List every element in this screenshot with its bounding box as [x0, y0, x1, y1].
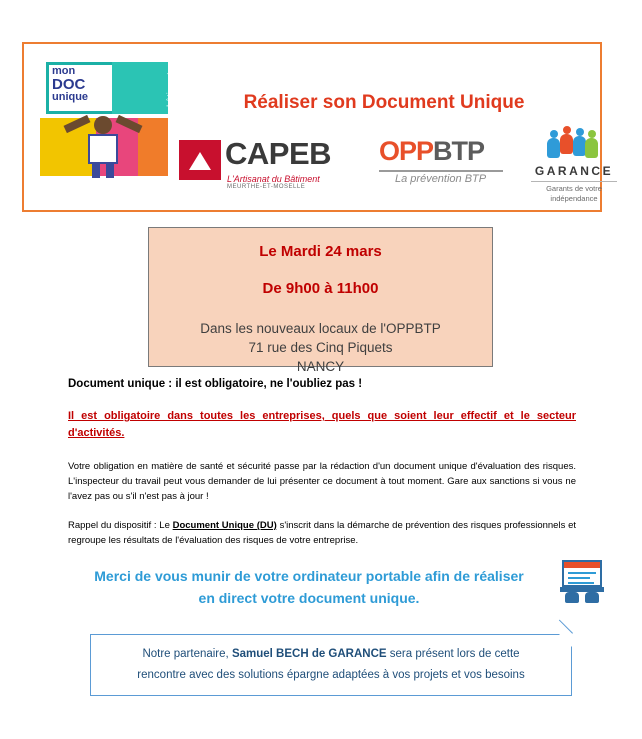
- garance-figure-green-icon: [585, 138, 598, 158]
- body-lead: Document unique : il est obligatoire, ne l'oubliez pas !: [68, 378, 363, 390]
- capeb-logo: [179, 134, 339, 196]
- mascot-leg-left-icon: [92, 162, 100, 178]
- partner-name: Samuel BECH de GARANCE: [231, 648, 387, 660]
- partner-line-2: rencontre avec des solutions épargne adaptées à vos projets et vos besoins: [137, 669, 525, 681]
- partner-box-corner-line: [559, 620, 573, 634]
- body-paragraph-2: [68, 518, 576, 548]
- oppbtp-logo: [379, 136, 509, 194]
- capeb-tagline: L'Artisanat du Bâtiment: [227, 174, 320, 184]
- logo-square-teal: [112, 62, 175, 114]
- mon-doc-unique-logo: [38, 58, 175, 190]
- garance-wordmark: GARANCE: [534, 164, 614, 178]
- laptop-screen-line-1-icon: [568, 572, 596, 574]
- partner-text-before: Notre partenaire,: [142, 648, 232, 660]
- logo-batiment-label: bâtiment: [166, 72, 175, 107]
- partner-text-after: sera présent lors de cette: [386, 648, 520, 660]
- logo-wordmark: [52, 66, 114, 103]
- body-content: [68, 378, 576, 562]
- logo-square-orange: [138, 118, 168, 176]
- laptop-screen-icon: [562, 560, 602, 587]
- event-details-box: [148, 227, 493, 374]
- mascot-body-icon: [88, 134, 118, 164]
- event-venue-line1: Dans les nouveaux locaux de l'OPPBTP: [200, 321, 441, 336]
- laptop-screen-line-2-icon: [568, 577, 590, 579]
- laptop-hand-left-icon: [565, 592, 579, 603]
- oppbtp-divider: [379, 170, 503, 172]
- laptop-screen-line-3-icon: [568, 582, 594, 584]
- partner-box-folded-corner: [559, 634, 572, 647]
- body-paragraph-1: Votre obligation en matière de santé et sécurité passe par la rédaction d'un document unique d'évaluation des risques. L'inspecteur du travail peut vous demander de lui présenter ce document à tout moment. Gare aux sanctions si vous ne l'avez pas ou s'il n'est pas à jour !: [68, 461, 576, 502]
- logo-word-mon: mon: [52, 65, 76, 77]
- event-date: Le Mardi 24 mars: [259, 243, 382, 260]
- laptop-icon: [560, 560, 604, 604]
- laptop-screen-bar-icon: [564, 562, 600, 568]
- event-venue-line2: 71 rue des Cinq Piquets: [248, 340, 393, 355]
- oppbtp-word-opp: OPP: [379, 136, 434, 166]
- garance-tagline-line2: indépendance: [550, 194, 598, 203]
- garance-figures-icon: [529, 132, 619, 160]
- laptop-base-icon: [560, 587, 604, 592]
- page-title: Réaliser son Document Unique: [243, 92, 525, 113]
- capeb-mark-icon: [179, 140, 221, 180]
- capeb-region: MEURTHE-ET-MOSELLE: [227, 184, 306, 190]
- garance-tagline-line1: Garants de votre: [546, 184, 602, 193]
- logo-word-unique: unique: [52, 91, 89, 103]
- body-obligation: Il est obligatoire dans toutes les entreprises, quels que soient leur effectif et le secteur d'activités.: [68, 410, 576, 439]
- document-unique-link[interactable]: Document Unique (DU): [172, 520, 277, 531]
- laptop-callout: [74, 565, 544, 609]
- oppbtp-wordmark: [379, 136, 484, 167]
- partner-callout-box: [90, 634, 572, 696]
- partner-line-1: [91, 644, 571, 665]
- garance-figure-orange-icon: [560, 134, 573, 154]
- oppbtp-tagline: La prévention BTP: [395, 173, 487, 185]
- capeb-wordmark: CAPEB: [225, 136, 332, 171]
- event-venue-line3: NANCY: [296, 359, 345, 374]
- header-banner: [22, 42, 614, 212]
- body-paragraph-2-before: Rappel du dispositif : Le: [68, 520, 173, 531]
- garance-divider: [531, 181, 617, 182]
- garance-logo: [529, 132, 619, 202]
- event-time: De 9h00 à 11h00: [262, 280, 379, 297]
- logo-word-doc: DOC: [52, 76, 86, 93]
- laptop-callout-line2: en direct votre document unique.: [198, 590, 420, 606]
- body-paragraph-2-after: s'inscrit dans la démarche de prévention des risques professionnels et regroupe les résultats de l'évaluation des risques de votre entreprise.: [68, 520, 577, 546]
- laptop-callout-line1: Merci de vous munir de votre ordinateur portable afin de réaliser: [94, 568, 524, 584]
- mascot-leg-right-icon: [106, 162, 114, 178]
- oppbtp-word-btp: BTP: [433, 136, 485, 166]
- laptop-hand-right-icon: [585, 592, 599, 603]
- event-venue: [149, 319, 492, 376]
- mascot-head-icon: [94, 116, 112, 134]
- garance-figure-blue-icon: [547, 138, 560, 158]
